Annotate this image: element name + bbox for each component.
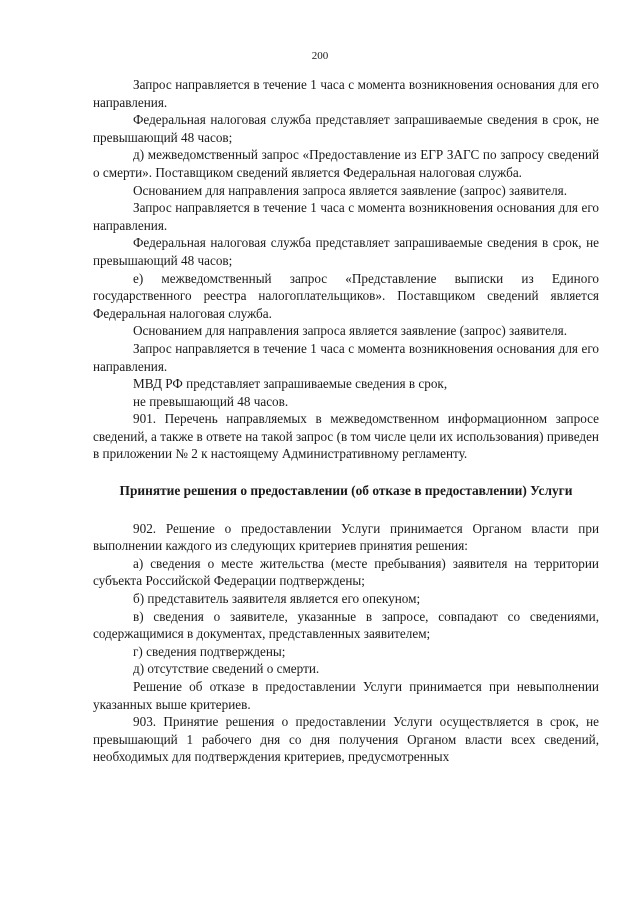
paragraph: 902. Решение о предоставлении Услуги принимается Органом власти при выполнении каждого из следующих критериев принятия решения: xyxy=(93,520,599,554)
paragraph: МВД РФ представляет запрашиваемые сведения в срок, xyxy=(133,376,448,392)
paragraph: Решение об отказе в предоставлении Услуги принимается при невыполнении указанных выше критериев. xyxy=(93,679,599,712)
paragraph: не превышающий 48 часов. xyxy=(133,393,289,409)
paragraph: Основанием для направления запроса является заявление (запрос) заявителя. xyxy=(133,323,568,339)
paragraph: 901. Перечень направляемых в межведомственном информационном запросе сведений, а также в ответе на такой запрос (в том числе цели их использования) приведен в приложении № 2 к настоящему Административному регламенту. xyxy=(93,411,599,462)
paragraph: Федеральная налоговая служба представляет запрашиваемые сведения в срок, не превышающий 48 часов; xyxy=(93,112,599,145)
list-item: г) сведения подтверждены; xyxy=(133,643,286,659)
paragraph: Запрос направляется в течение 1 часа с момента возникновения основания для его направления. xyxy=(93,340,599,374)
list-item: б) представитель заявителя является его опекуном; xyxy=(133,591,421,607)
list-item: а) сведения о месте жительства (месте пребывания) заявителя на территории субъекта Российской Федерации подтверждены; xyxy=(93,555,599,589)
paragraph: Запрос направляется в течение 1 часа с момента возникновения основания для его направления. xyxy=(93,77,599,110)
document-body xyxy=(93,76,599,766)
page-number: 200 xyxy=(311,50,329,62)
paragraph: е) межведомственный запрос «Представление выписки из Единого государственного реестра налогоплательщиков». Поставщиком сведений является Федеральная налоговая служба. xyxy=(93,270,599,321)
list-item: в) сведения о заявителе, указанные в запросе, совпадают со сведениями, содержащимися в документах, представленных заявителем; xyxy=(93,608,599,642)
paragraph: д) межведомственный запрос «Предоставление из ЕГР ЗАГС по запросу сведений о смерти». Поставщиком сведений является Федеральная налоговая служба. xyxy=(93,147,599,180)
paragraph: Основанием для направления запроса является заявление (запрос) заявителя. xyxy=(133,182,568,198)
list-item: д) отсутствие сведений о смерти. xyxy=(133,661,320,677)
paragraph: Федеральная налоговая служба представляет запрашиваемые сведения в срок, не превышающий 48 часов; xyxy=(93,235,599,268)
paragraph: 903. Принятие решения о предоставлении Услуги осуществляется в срок, не превышающий 1 рабочего дня со дня получения Органом власти всех сведений, необходимых для подтверждения критериев, предусмотренных xyxy=(93,714,599,765)
paragraph: Запрос направляется в течение 1 часа с момента возникновения основания для его направления. xyxy=(93,200,599,233)
section-heading: Принятие решения о предоставлении (об отказе в предоставлении) Услуги xyxy=(119,483,573,499)
